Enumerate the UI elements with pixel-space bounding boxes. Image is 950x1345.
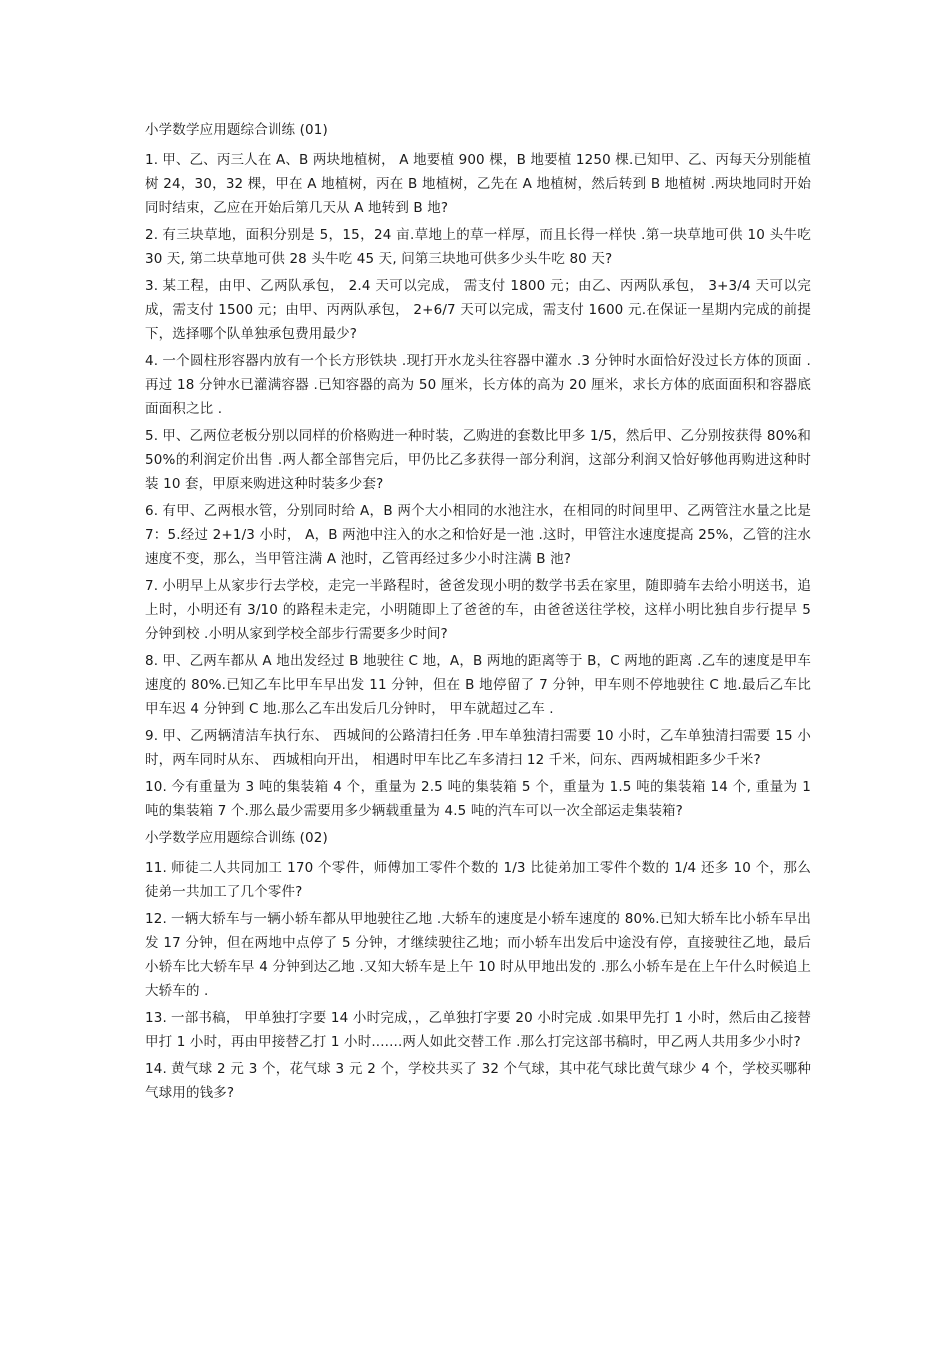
- problem-text: 师徒二人共同加工 170 个零件，师傅加工零件个数的 1/3 比徒弟加工零件个数的 1/4 还多 10 个，那么徒弟一共加工了几个零件?: [145, 860, 811, 900]
- problem-number: 1.: [145, 152, 159, 168]
- problem-text: 甲、乙两车都从 A 地出发经过 B 地驶往 C 地，A，B 两地的距离等于 B，C 两地的距离 .乙车的速度是甲车速度的 80%.已知乙车比甲车早出发 11 分钟，但在 B 地停留了 7 分钟，甲车则不停地驶往 C 地.最后乙车比甲车迟 4 分钟到 C 地.那么乙车出发后几分钟时， 甲车就超过乙车 .: [145, 653, 811, 717]
- problem-text: 甲、乙两位老板分别以同样的价格购进一种时装，乙购进的套数比甲多 1/5，然后甲、乙分别按获得 80%和 50%的利润定价出售 .两人都全部售完后，甲仍比乙多获得一部分利润，这部分利润又恰好够他再购进这种时装 10 套，甲原来购进这种时装多少套?: [145, 428, 811, 492]
- problem-number: 4.: [145, 353, 159, 369]
- problem-item: [145, 1057, 811, 1105]
- problem-number: 12.: [145, 911, 167, 927]
- problem-number: 5.: [145, 428, 159, 444]
- section-title: 小学数学应用题综合训练 (01): [145, 122, 328, 138]
- problem-text: 今有重量为 3 吨的集装箱 4 个，重量为 2.5 吨的集装箱 5 个，重量为 1.5 吨的集装箱 14 个, 重量为 1 吨的集装箱 7 个.那么最少需要用多少辆载重量为 4.5 吨的汽车可以一次全部运走集装箱?: [145, 779, 811, 819]
- problem-number: 14.: [145, 1061, 167, 1077]
- problem-item: [145, 274, 811, 346]
- problem-number: 7.: [145, 578, 159, 594]
- problem-item: [145, 775, 811, 823]
- section-02: [145, 826, 811, 1105]
- problem-text: 黄气球 2 元 3 个，花气球 3 元 2 个，学校共买了 32 个气球，其中花气球比黄气球少 4 个，学校买哪种气球用的钱多?: [145, 1061, 811, 1101]
- problem-list: [145, 148, 811, 823]
- document-page: [145, 118, 811, 1108]
- problem-item: [145, 724, 811, 772]
- problem-number: 3.: [145, 278, 159, 294]
- problem-item: [145, 1006, 811, 1054]
- problem-text: 某工程，由甲、乙两队承包， 2.4 天可以完成， 需支付 1800 元；由乙、丙两队承包， 3+3/4 天可以完成，需支付 1500 元；由甲、丙两队承包， 2+6/7 天可以完成，需支付 1600 元.在保证一星期内完成的前提下，选择哪个队单独承包费用最少?: [145, 278, 811, 342]
- problem-text: 一部书稿， 甲单独打字要 14 小时完成，，乙单独打字要 20 小时完成 .如果甲先打 1 小时，然后由乙接替甲打 1 小时，再由甲接替乙打 1 小时.......两人如此交替工作 .那么打完这部书稿时，甲乙两人共用多少小时?: [145, 1010, 811, 1050]
- problem-number: 13.: [145, 1010, 167, 1026]
- problem-item: [145, 223, 811, 271]
- problem-item: [145, 499, 811, 571]
- problem-text: 甲、乙、丙三人在 A、B 两块地植树， A 地要植 900 棵，B 地要植 1250 棵.已知甲、乙、丙每天分别能植树 24，30，32 棵，甲在 A 地植树，丙在 B 地植树，乙先在 A 地植树，然后转到 B 地植树 .两块地同时开始同时结束，乙应在开始后第几天从 A 地转到 B 地?: [145, 152, 811, 216]
- problem-item: [145, 574, 811, 646]
- problem-text: 有甲、乙两根水管，分别同时给 A，B 两个大小相同的水池注水，在相同的时间里甲、乙两管注水量之比是 7：5.经过 2+1/3 小时， A，B 两池中注入的水之和恰好是一池 .这时，甲管注水速度提高 25%，乙管的注水速度不变，那么，当甲管注满 A 池时，乙管再经过多少小时注满 B 池?: [145, 503, 811, 567]
- problem-number: 6.: [145, 503, 159, 519]
- problem-text: 有三块草地，面积分别是 5，15，24 亩.草地上的草一样厚，而且长得一样快 .第一块草地可供 10 头牛吃 30 天, 第二块草地可供 28 头牛吃 45 天, 问第三块地可供多少头牛吃 80 天?: [145, 227, 811, 267]
- section-title: 小学数学应用题综合训练 (02): [145, 830, 328, 846]
- problem-text: 甲、乙两辆清洁车执行东、 西城间的公路清扫任务 .甲车单独清扫需要 10 小时，乙车单独清扫需要 15 小时，两车同时从东、 西城相向开出， 相遇时甲车比乙车多清扫 12 千米，问东、西两城相距多少千米?: [145, 728, 811, 768]
- problem-text: 一个圆柱形容器内放有一个长方形铁块 .现打开水龙头往容器中灌水 .3 分钟时水面恰好没过长方体的顶面 .再过 18 分钟水已灌满容器 .已知容器的高为 50 厘米，长方体的高为 20 厘米，求长方体的底面面积和容器底面面积之比 .: [145, 353, 811, 417]
- problem-number: 11.: [145, 860, 167, 876]
- problem-text: 一辆大轿车与一辆小轿车都从甲地驶往乙地 .大轿车的速度是小轿车速度的 80%.已知大轿车比小轿车早出发 17 分钟，但在两地中点停了 5 分钟，才继续驶往乙地；而小轿车出发后中途没有停，直接驶往乙地，最后小轿车比大轿车早 4 分钟到达乙地 .又知大轿车是上午 10 时从甲地出发的 .那么小轿车是在上午什么时候追上大轿车的 .: [145, 911, 811, 999]
- problem-item: [145, 907, 811, 1003]
- section-01: [145, 118, 811, 823]
- problem-number: 8.: [145, 653, 159, 669]
- problem-item: [145, 856, 811, 904]
- problem-number: 10.: [145, 779, 167, 795]
- problem-number: 9.: [145, 728, 159, 744]
- problem-item: [145, 649, 811, 721]
- problem-item: [145, 349, 811, 421]
- problem-list: [145, 856, 811, 1105]
- problem-number: 2.: [145, 227, 159, 243]
- problem-item: [145, 148, 811, 220]
- problem-text: 小明早上从家步行去学校，走完一半路程时，爸爸发现小明的数学书丢在家里，随即骑车去给小明送书，追上时，小明还有 3/10 的路程未走完，小明随即上了爸爸的车，由爸爸送往学校，这样小明比独自步行提早 5 分钟到校 .小明从家到学校全部步行需要多少时间?: [145, 578, 811, 642]
- problem-item: [145, 424, 811, 496]
